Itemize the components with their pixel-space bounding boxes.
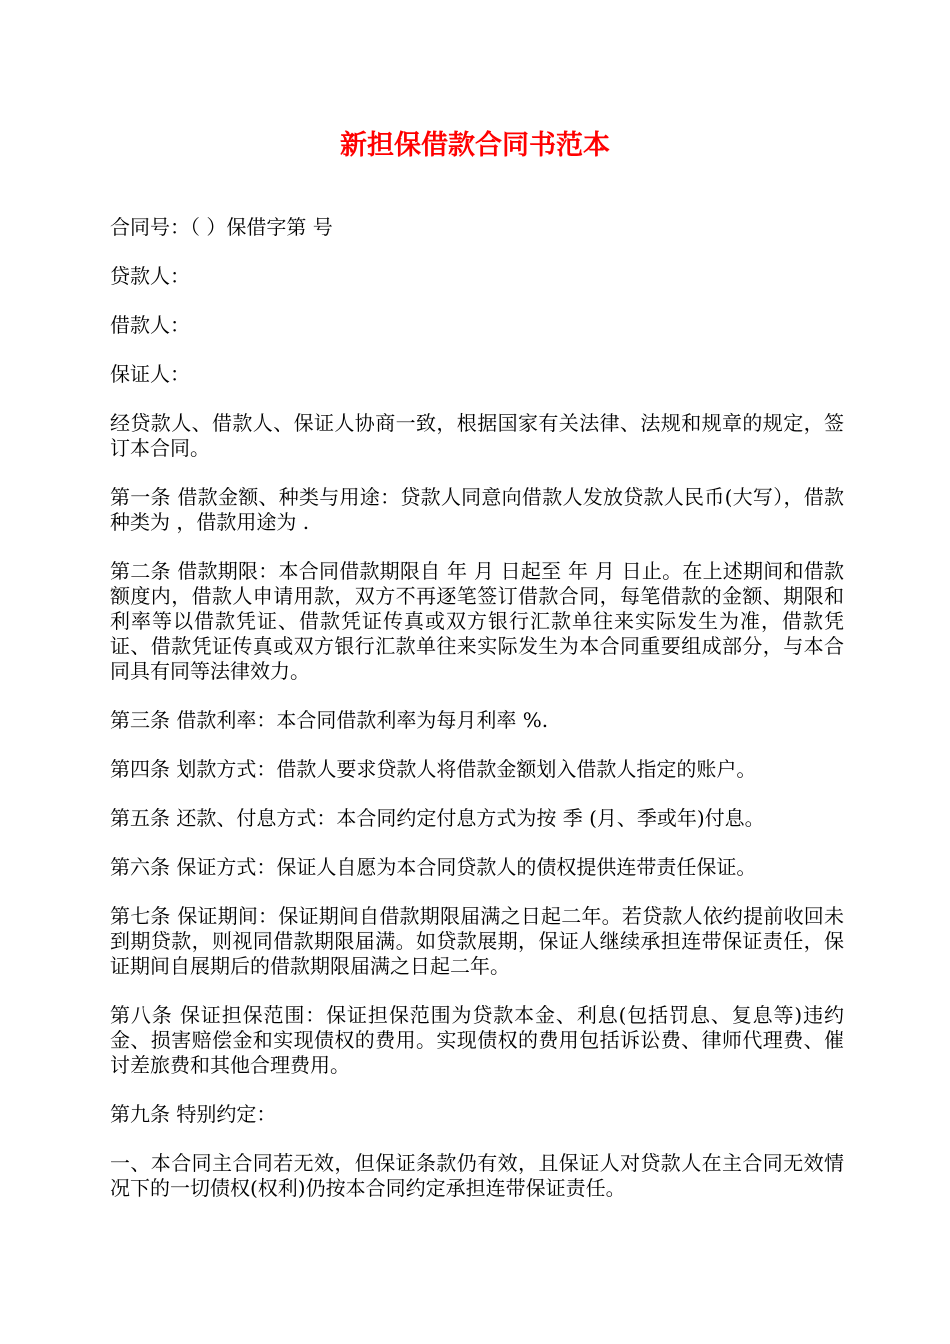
article-9: 第九条 特别约定： [110, 1102, 277, 1126]
article-8: 第八条 保证担保范围：保证担保范围为贷款本金、利息(包括罚息、复息等)违约金、损害赔偿金和实现债权的费用。实现债权的费用包括诉讼费、律师代理费、催讨差旅费和其他合理费用。 [110, 1003, 844, 1077]
article-4: 第四条 划款方式：借款人要求贷款人将借款金额划入借款人指定的账户。 [110, 757, 757, 781]
guarantor-line: 保证人： [110, 362, 190, 386]
lender-line: 贷款人： [110, 264, 190, 288]
document-title: 新担保借款合同书范本 [340, 130, 610, 161]
article-6: 第六条 保证方式：保证人自愿为本合同贷款人的债权提供连带责任保证。 [110, 855, 757, 879]
article-7: 第七条 保证期间：保证期间自借款期限届满之日起二年。若贷款人依约提前收回未到期贷款，则视同借款期限届满。如贷款展期，保证人继续承担连带保证责任，保证期间自展期后的借款期限届满之日起二年。 [110, 904, 844, 978]
preamble-paragraph: 经贷款人、借款人、保证人协商一致，根据国家有关法律、法规和规章的规定，签订本合同。 [110, 411, 844, 460]
document-body [110, 215, 844, 1225]
article-5: 第五条 还款、付息方式：本合同约定付息方式为按 季 (月、季或年)付息。 [110, 806, 765, 830]
special-clause-1: 一、本合同主合同若无效，但保证条款仍有效，且保证人对贷款人在主合同无效情况下的一切债权(权利)仍按本合同约定承担连带保证责任。 [110, 1151, 844, 1200]
borrower-line: 借款人： [110, 313, 190, 337]
article-1: 第一条 借款金额、种类与用途：贷款人同意向借款人发放贷款人民币(大写），借款种类为 ，借款用途为 . [110, 485, 844, 534]
contract-number-line: 合同号：（ ）保借字第 号 [110, 215, 333, 239]
article-3: 第三条 借款利率：本合同借款利率为每月利率 %. [110, 708, 549, 732]
article-2: 第二条 借款期限：本合同借款期限自 年 月 日起至 年 月 日止。在上述期间和借款额度内，借款人申请用款，双方不再逐笔签订借款合同，每笔借款的金额、期限和利率等以借款凭证、借款凭证传真或双方银行汇款单往来实际发生为准，借款凭证、借款凭证传真或双方银行汇款单往来实际发生为本合同重要组成部分，与本合同具有同等法律效力。 [110, 559, 844, 683]
